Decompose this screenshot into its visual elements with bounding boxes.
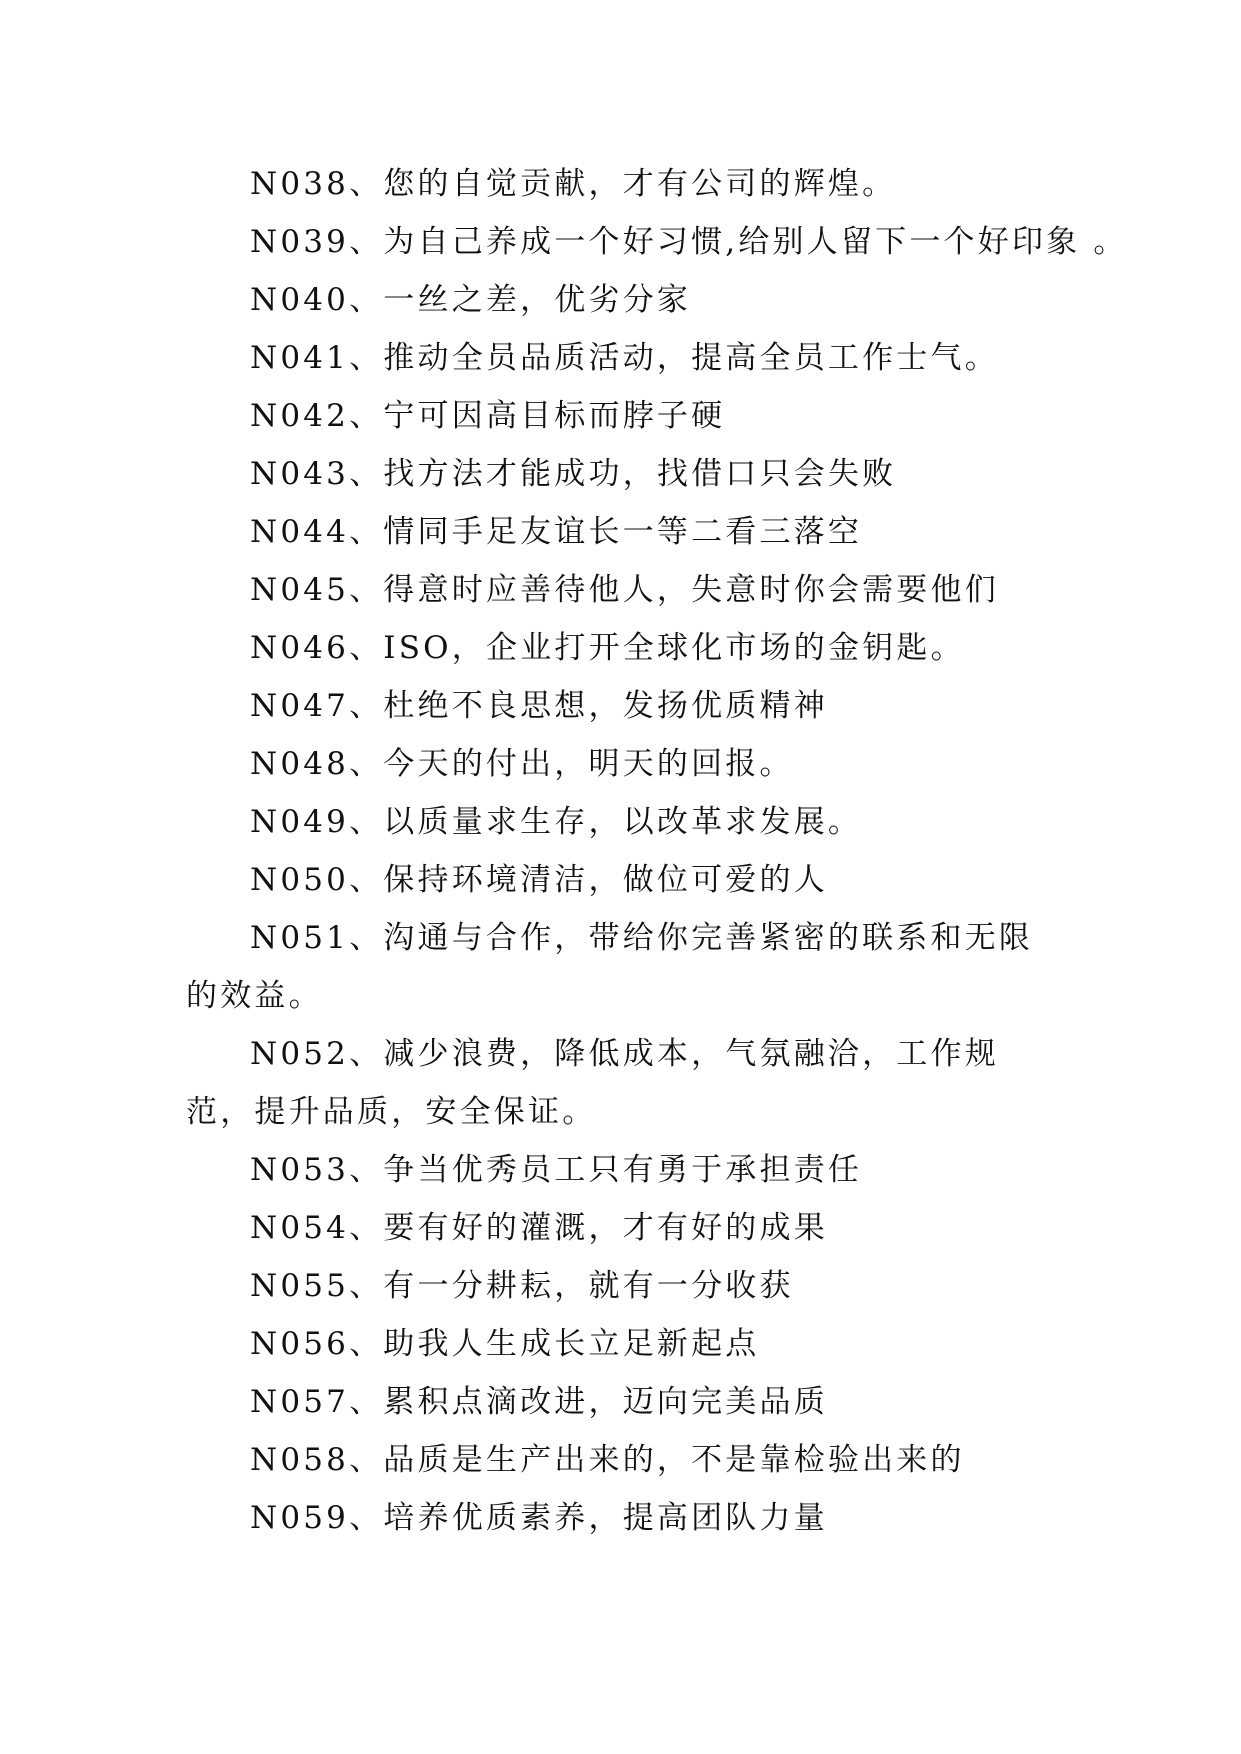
slogan-paragraph-n039: N039、为自己养成一个好习惯,给别人留下一个好印象 。 <box>250 224 1128 260</box>
slogan-paragraph-n046: N046、ISO，企业打开全球化市场的金钥匙。 <box>250 630 965 666</box>
slogan-paragraph-n049: N049、以质量求生存，以改革求发展。 <box>250 804 863 840</box>
slogan-paragraph-n057: N057、累积点滴改进，迈向完美品质 <box>250 1384 828 1420</box>
slogan-paragraph-n050: N050、保持环境清洁，做位可爱的人 <box>250 862 828 898</box>
slogan-paragraph-n055: N055、有一分耕耘，就有一分收获 <box>250 1268 794 1304</box>
slogan-paragraph-n048: N048、今天的付出，明天的回报。 <box>250 746 794 782</box>
slogan-paragraph-n058: N058、品质是生产出来的，不是靠检验出来的 <box>250 1442 965 1478</box>
slogan-paragraph-n054: N054、要有好的灌溉，才有好的成果 <box>250 1210 828 1246</box>
document-body <box>186 155 1128 1547</box>
slogan-paragraph-n047: N047、杜绝不良思想，发扬优质精神 <box>250 688 828 724</box>
slogan-paragraph-n056: N056、助我人生成长立足新起点 <box>250 1326 760 1362</box>
slogan-paragraph-n059: N059、培养优质素养，提高团队力量 <box>250 1500 828 1536</box>
slogan-paragraph-n044: N044、情同手足友谊长一等二看三落空 <box>250 514 863 550</box>
slogan-paragraph-n045: N045、得意时应善待他人，失意时你会需要他们 <box>250 572 999 608</box>
slogan-paragraph-n041: N041、推动全员品质活动，提高全员工作士气。 <box>250 340 999 376</box>
slogan-paragraph-n052: N052、减少浪费，降低成本，气氛融洽，工作规范，提升品质，安全保证。 <box>186 1036 999 1130</box>
slogan-paragraph-n053: N053、争当优秀员工只有勇于承担责任 <box>250 1152 863 1188</box>
slogan-paragraph-n040: N040、一丝之差，优劣分家 <box>250 282 692 318</box>
slogan-paragraph-n043: N043、找方法才能成功，找借口只会失败 <box>250 456 897 492</box>
slogan-paragraph-n042: N042、宁可因高目标而脖子硬 <box>250 398 726 434</box>
slogan-paragraph-n051: N051、沟通与合作，带给你完善紧密的联系和无限的效益。 <box>186 920 1034 1014</box>
slogan-paragraph-n038: N038、您的自觉贡献，才有公司的辉煌。 <box>250 166 897 202</box>
